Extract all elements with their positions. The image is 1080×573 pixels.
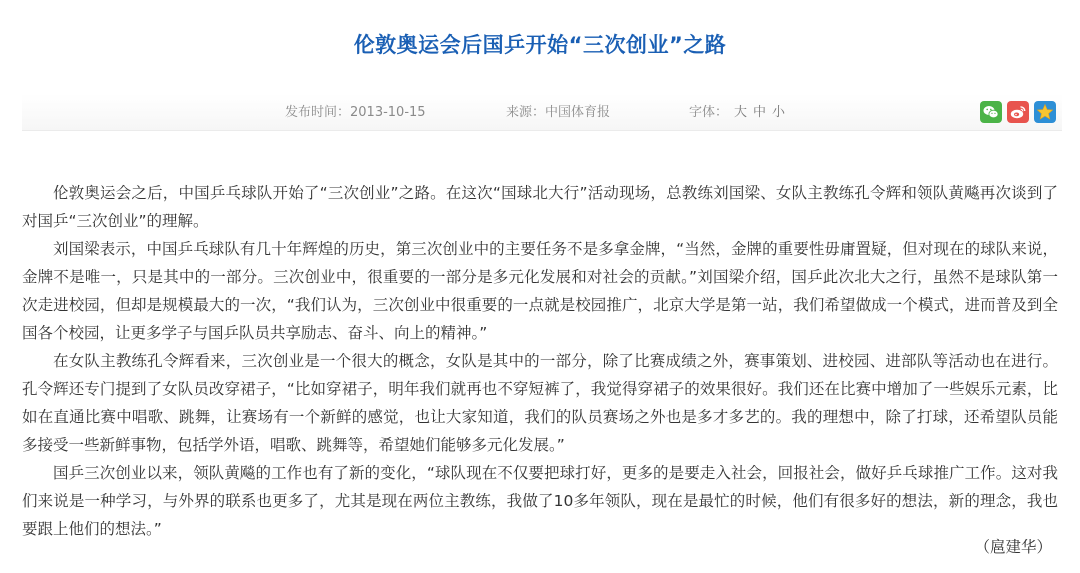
publish-time <box>285 104 426 122</box>
font-size-switcher <box>689 104 785 122</box>
article-paragraph: 伦敦奥运会之后，中国乒乓球队开始了“三次创业”之路。在这次“国球北大行”活动现场，总教练刘国梁、女队主教练孔令辉和领队黄飚再次谈到了对国乒“三次创业”的理解。 <box>22 184 1058 230</box>
font-size-medium[interactable]: 中 <box>753 105 767 120</box>
article-body <box>22 179 1058 543</box>
article-title: 伦敦奥运会后国乒开始“三次创业”之路 <box>353 33 727 57</box>
article-author: （扈建华） <box>974 538 1052 556</box>
weibo-icon <box>1009 104 1027 120</box>
publish-time-label: 发布时间： <box>285 105 351 120</box>
publish-date: 2013-10-15 <box>350 105 426 120</box>
article-paragraph: 在女队主教练孔令辉看来，三次创业是一个很大的概念，女队是其中的一部分，除了比赛成绩之外，赛事策划、进校园、进部队等活动也在进行。孔令辉还专门提到了女队员改穿裙子，“比如穿裙子，明年我们就再也不穿短裤了，我觉得穿裙子的效果很好。我们还在比赛中增加了一些娱乐元素，比如在直通比赛中唱歌、跳舞，让赛场有一个新鲜的感觉，也让大家知道，我们的队员赛场之外也是多才多艺的。我的理想中，除了打球，还希望队员能多接受一些新鲜事物，包括学外语，唱歌、跳舞等，希望她们能够多元化发展。” <box>22 352 1058 454</box>
article-paragraph: 刘国梁表示，中国乒乓球队有几十年辉煌的历史，第三次创业中的主要任务不是多拿金牌，“当然，金牌的重要性毋庸置疑，但对现在的球队来说，金牌不是唯一，只是其中的一部分。三次创业中，很重要的一部分是多元化发展和对社会的贡献。”刘国梁介绍，国乒此次北大之行，虽然不是球队第一次走进校园，但却是规模最大的一次，“我们认为，三次创业中很重要的一点就是校园推广，北京大学是第一站，我们希望做成一个模式，进而普及到全国各个校园，让更多学子与国乒队员共享励志、奋斗、向上的精神。” <box>22 240 1058 342</box>
font-size-small[interactable]: 小 <box>772 105 786 120</box>
article-source <box>506 104 610 122</box>
wechat-icon <box>982 104 1000 120</box>
source-name: 中国体育报 <box>545 105 611 120</box>
source-label: 来源： <box>506 105 546 120</box>
favorite-star-icon <box>1036 103 1054 121</box>
add-favorite-button[interactable] <box>1034 101 1056 123</box>
article-meta-bar <box>22 94 1062 131</box>
font-size-large[interactable]: 大 <box>734 105 748 120</box>
font-size-label: 字体： <box>689 105 729 120</box>
share-wechat-button[interactable] <box>980 101 1002 123</box>
share-weibo-button[interactable] <box>1007 101 1029 123</box>
article-paragraph: 国乒三次创业以来，领队黄飚的工作也有了新的变化，“球队现在不仅要把球打好，更多的是要走入社会，回报社会，做好乒乓球推广工作。这对我们来说是一种学习，与外界的联系也更多了，尤其是现在两位主教练，我做了10多年领队，现在是最忙的时候，他们有很多好的想法，新的理念，我也要跟上他们的想法。” <box>22 464 1058 538</box>
